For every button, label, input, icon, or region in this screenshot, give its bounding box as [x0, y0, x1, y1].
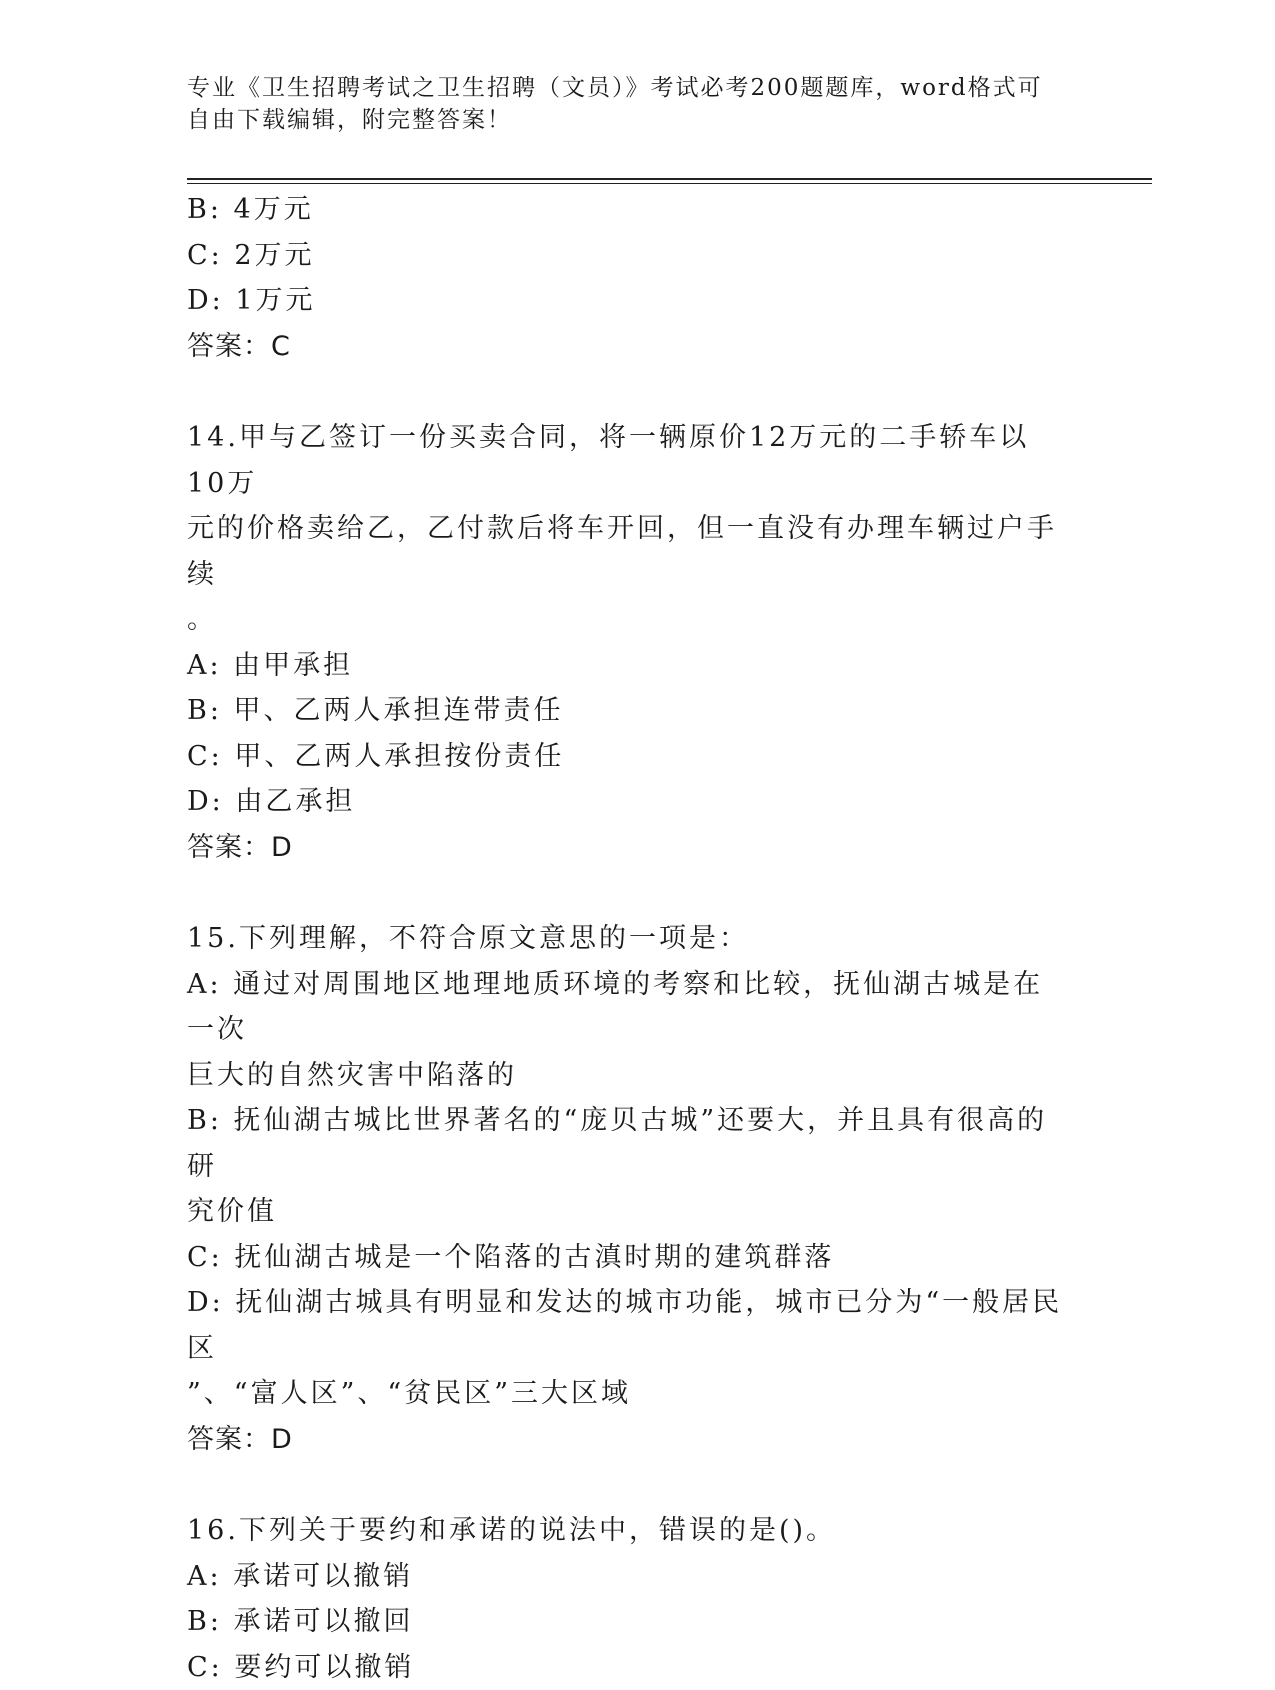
spacer	[187, 369, 1067, 415]
question-14-option-c: C: 甲、乙两人承担按份责任	[187, 734, 1067, 780]
question-16-option-b: B: 承诺可以撤回	[187, 1599, 1067, 1645]
header-rule-thick	[187, 178, 1152, 180]
spacer	[187, 1462, 1067, 1508]
question-15-option-c: C: 抚仙湖古城是一个陷落的古滇时期的建筑群落	[187, 1235, 1067, 1281]
question-13-option-c: C: 2万元	[187, 233, 1067, 279]
question-13-option-d: D: 1万元	[187, 278, 1067, 324]
question-16-option-a: A: 承诺可以撤销	[187, 1554, 1067, 1600]
question-15-option-a-line-2: 巨大的自然灾害中陷落的	[187, 1053, 1067, 1099]
question-15-option-d-line-2: ”、“富人区”、“贫民区”三大区域	[187, 1371, 1067, 1417]
question-15-option-b-line-2: 究价值	[187, 1189, 1067, 1235]
question-14-option-b: B: 甲、乙两人承担连带责任	[187, 688, 1067, 734]
question-15-answer: 答案：D	[187, 1417, 1067, 1463]
question-14-option-d: D: 由乙承担	[187, 779, 1067, 825]
question-16-block	[187, 1508, 1067, 1690]
question-13-option-b: B: 4万元	[187, 187, 1067, 233]
question-14-answer: 答案：D	[187, 825, 1067, 871]
question-15-option-d-line-1: D: 抚仙湖古城具有明显和发达的城市功能，城市已分为“一般居民区	[187, 1280, 1067, 1371]
question-15-option-b-line-1: B: 抚仙湖古城比世界著名的“庞贝古城”还要大，并且具有很高的研	[187, 1098, 1067, 1189]
page-header: 专业《卫生招聘考试之卫生招聘（文员）》考试必考200题题库，word格式可自由下载编辑，附完整答案！	[187, 72, 1067, 136]
spacer	[187, 870, 1067, 916]
question-14-option-a: A: 由甲承担	[187, 643, 1067, 689]
question-14-block	[187, 415, 1067, 870]
question-15-block	[187, 916, 1067, 1462]
question-14-stem-line-1: 14.甲与乙签订一份买卖合同，将一辆原价12万元的二手轿车以10万	[187, 415, 1067, 506]
question-14-stem-line-3: 。	[187, 597, 1067, 643]
question-15-option-a-line-1: A: 通过对周围地区地理地质环境的考察和比较，抚仙湖古城是在一次	[187, 962, 1067, 1053]
question-16-stem: 16.下列关于要约和承诺的说法中，错误的是()。	[187, 1508, 1067, 1554]
question-13-block	[187, 187, 1067, 369]
header-rule-thin	[187, 183, 1152, 184]
question-15-stem: 15.下列理解，不符合原文意思的一项是：	[187, 916, 1067, 962]
question-content	[187, 187, 1067, 1690]
question-13-answer: 答案：C	[187, 324, 1067, 370]
question-14-stem-line-2: 元的价格卖给乙，乙付款后将车开回，但一直没有办理车辆过户手续	[187, 506, 1067, 597]
question-16-option-c: C: 要约可以撤销	[187, 1645, 1067, 1690]
